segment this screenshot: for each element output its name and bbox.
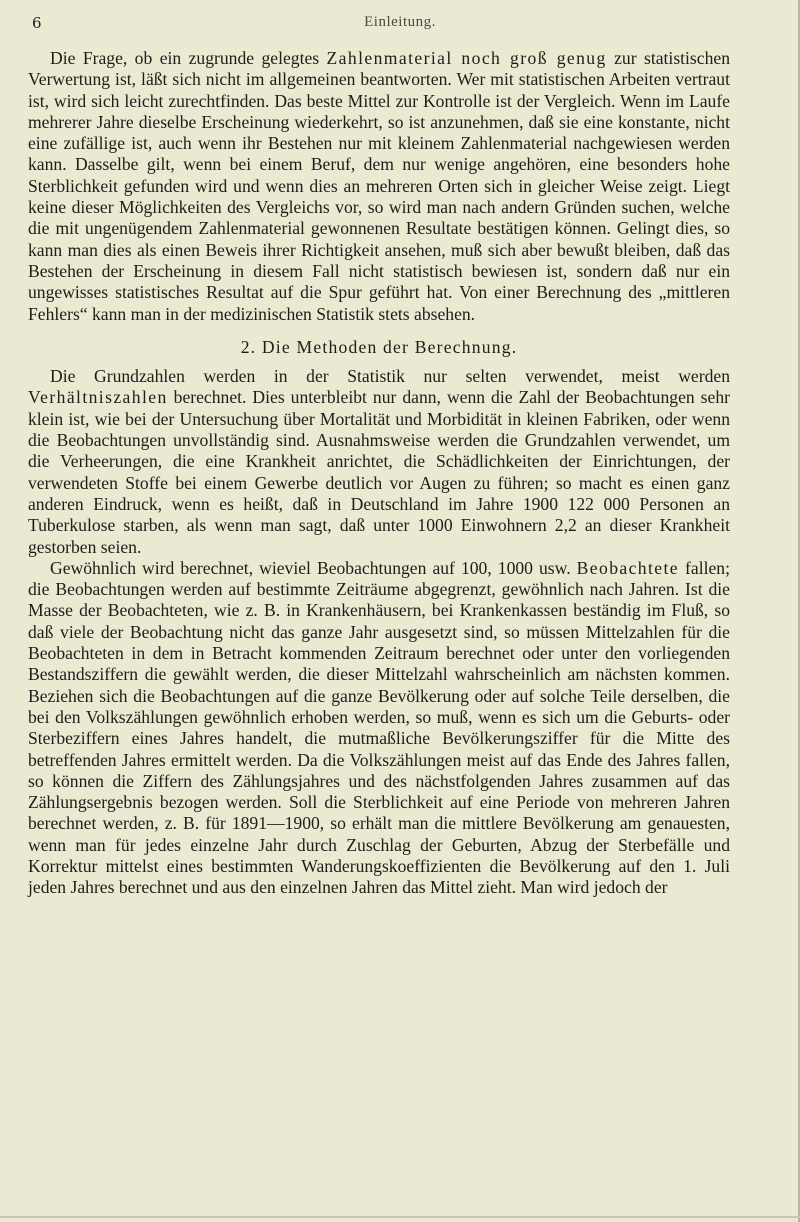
page-header bbox=[28, 14, 772, 38]
section-heading bbox=[28, 337, 730, 358]
section-title: Die Methoden der Berechnung. bbox=[261, 336, 518, 357]
emphasized-term: Zahlenmaterial noch groß genug bbox=[326, 48, 607, 68]
paragraph-body: fallen; die Beobachtungen werden auf bestimmte Zeiträume abgegrenzt, gewöhnlich nach Jahren. Ist die Masse der Beobachteten, wie z. B. in Krankenhäusern, bei Krankenkassen beständig im Fluß, so daß viele der Beobachtung nicht das ganze Jahr ausgesetzt sind, so müssen Mittelzahlen für die Beobachteten in dem in Betracht kommenden Zeitraum berechnet oder unter den vorliegenden Bestandsziffern die gewählt werden, die dieser Mittelzahl wahrscheinlich am nächsten kommen. Beziehen sich die Beobachtungen auf die ganze Bevölkerung oder auf solche Teile derselben, die bei den Volkszählungen gewöhnlich erhoben werden, so muß, wenn es sich um die Geburts- oder Sterbeziffern eines Jahres handelt, die mutmaßliche Bevölkerungsziffer für die Mitte des betreffenden Jahres ermittelt werden. Da die Volkszählungen meist auf das Ende des Jahres fallen, so können die Ziffern des Zählungsjahres und des nächstfolgenden Jahres zusammen auf das Zählungsergebnis bezogen werden. Soll die Sterblichkeit auf eine Periode von mehreren Jahren berechnet werden, z. B. für 1891—1900, so erhält man die mittlere Bevölkerung am genauesten, wenn man für jedes einzelne Jahr durch Zuschlag der Geburten, Abzug der Sterbefälle und Korrektur mittelst eines bestimmten Wanderungskoeffizienten die Bevölkerung auf den 1. Juli jeden Jahres berechnet und aus den einzelnen Jahren das Mittel zieht. Man wird jedoch der bbox=[28, 557, 730, 898]
paragraph-lead: Die Grundzahlen werden in der Statistik nur selten verwendet, meist werden bbox=[50, 366, 730, 387]
paragraph-lead: Gewöhnlich wird berechnet, wieviel Beobachtungen auf 100, 1000 usw. bbox=[50, 557, 577, 578]
emphasized-term: Verhältniszahlen bbox=[28, 387, 168, 408]
paragraph-ratios bbox=[28, 366, 730, 558]
page-bottom-edge bbox=[0, 1216, 800, 1218]
page-number: 6 bbox=[32, 14, 42, 32]
section-number: 2. bbox=[240, 336, 257, 357]
emphasized-term: Beobachtete bbox=[576, 557, 680, 578]
body-text bbox=[28, 48, 730, 899]
paragraph-observations bbox=[28, 558, 730, 899]
paragraph-lead: Die Frage, ob ein zugrunde gelegtes bbox=[50, 48, 327, 68]
paragraph-body: zur statistischen Verwertung ist, läßt sich nicht im allgemeinen beantworten. Wer mit statistischen Arbeiten vertraut ist, wird sich leicht zurechtfinden. Das beste Mittel zur Kontrolle ist der Vergleich. Wenn im Laufe mehrerer Jahre dieselbe Erscheinung wiederkehrt, so ist anzunehmen, daß sie eine konstante, nicht eine zufällige ist, auch wenn ihr Bestehen nur mit kleinem Zahlenmaterial nachgewiesen werden kann. Dasselbe gilt, wenn bei einem Beruf, dem nur wenige angehören, eine besonders hohe Sterblichkeit gefunden wird und wenn dies an mehreren Orten sich in gleicher Weise zeigt. Liegt keine dieser Möglichkeiten des Vergleichs vor, so wird man nach andern Gründen suchen, welche die mit ungenügendem Zahlenmaterial gewonnenen Resultate bestätigen können. Gelingt dies, so kann man dies als einen Beweis ihrer Richtigkeit ansehen, muß sich aber bewußt bleiben, daß das Bestehen der Erscheinung in diesem Fall nicht statistisch bewiesen ist, sondern daß nur ein ungewisses statistisches Resultat auf die Spur geführt hat. Von einer Berechnung des „mittleren Fehlers“ kann man in der medizinischen Statistik stets absehen. bbox=[28, 48, 730, 324]
paragraph-sample-size bbox=[28, 48, 730, 325]
paragraph-body: berechnet. Dies unterbleibt nur dann, wenn die Zahl der Beobachtungen sehr klein ist, wie bei der Untersuchung über Mortalität und Morbidität in kleinen Fabriken, oder wenn die Beobachtungen unvollständig sind. Ausnahmsweise werden die Grundzahlen verwendet, um die Verheerungen, die eine Krankheit anrichtet, die Schädlichkeiten der Einrichtungen, der verwendeten Stoffe bei einem Gewerbe deutlich vor Augen zu führen; so macht es einen ganz anderen Eindruck, wenn es heißt, daß in Deutschland im Jahre 1900 122 000 Personen an Tuberkulose starben, als wenn man sagt, daß unter 1000 Einwohnern 2,2 an dieser Krankheit gestorben seien. bbox=[28, 387, 730, 557]
running-title: Einleitung. bbox=[364, 14, 436, 30]
